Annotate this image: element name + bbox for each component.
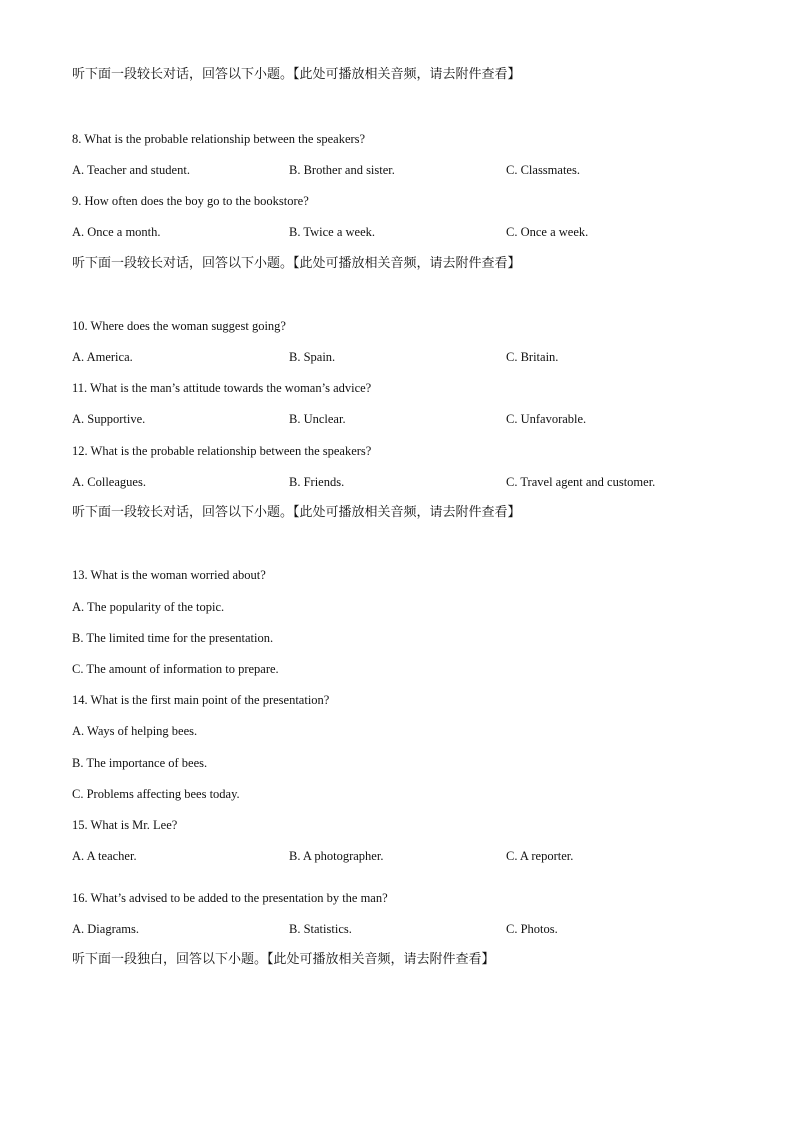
question-14: 14. What is the first main point of the presentation? bbox=[72, 693, 330, 707]
q12-option-c: C. Travel agent and customer. bbox=[506, 475, 656, 489]
q16-option-c: C. Photos. bbox=[506, 922, 558, 936]
q9-option-c: C. Once a week. bbox=[506, 225, 589, 239]
question-8: 8. What is the probable relationship between the speakers? bbox=[72, 132, 366, 146]
question-13: 13. What is the woman worried about? bbox=[72, 568, 266, 582]
q11-option-a: A. Supportive. bbox=[72, 412, 146, 426]
q8-option-a: A. Teacher and student. bbox=[72, 163, 190, 177]
question-12: 12. What is the probable relationship between the speakers? bbox=[72, 444, 372, 458]
question-10: 10. Where does the woman suggest going? bbox=[72, 319, 286, 333]
instruction-dialogue: 听下面一段较长对话，回答以下小题。【此处可播放相关音频，请去附件查看】 bbox=[72, 256, 521, 271]
q12-option-b: B. Friends. bbox=[289, 475, 345, 489]
instruction-dialogue: 听下面一段较长对话，回答以下小题。【此处可播放相关音频，请去附件查看】 bbox=[72, 505, 521, 520]
q15-option-a: A. A teacher. bbox=[72, 849, 137, 863]
q16-option-a: A. Diagrams. bbox=[72, 922, 139, 936]
q14-option-c: C. Problems affecting bees today. bbox=[72, 787, 240, 801]
q8-option-b: B. Brother and sister. bbox=[289, 163, 395, 177]
instruction-dialogue: 听下面一段较长对话，回答以下小题。【此处可播放相关音频，请去附件查看】 bbox=[72, 67, 521, 82]
question-9: 9. How often does the boy go to the bookstore? bbox=[72, 194, 309, 208]
q13-option-b: B. The limited time for the presentation. bbox=[72, 631, 274, 645]
q14-option-a: A. Ways of helping bees. bbox=[72, 724, 198, 738]
q8-option-c: C. Classmates. bbox=[506, 163, 580, 177]
q14-option-b: B. The importance of bees. bbox=[72, 756, 208, 770]
q11-option-c: C. Unfavorable. bbox=[506, 412, 587, 426]
q15-option-c: C. A reporter. bbox=[506, 849, 574, 863]
q11-option-b: B. Unclear. bbox=[289, 412, 346, 426]
q9-option-b: B. Twice a week. bbox=[289, 225, 376, 239]
instruction-monologue: 听下面一段独白，回答以下小题。【此处可播放相关音频，请去附件查看】 bbox=[72, 952, 495, 967]
q16-option-b: B. Statistics. bbox=[289, 922, 352, 936]
q9-option-a: A. Once a month. bbox=[72, 225, 161, 239]
q10-option-c: C. Britain. bbox=[506, 350, 559, 364]
q10-option-b: B. Spain. bbox=[289, 350, 336, 364]
question-15: 15. What is Mr. Lee? bbox=[72, 818, 178, 832]
q12-option-a: A. Colleagues. bbox=[72, 475, 146, 489]
question-16: 16. What’s advised to be added to the presentation by the man? bbox=[72, 891, 388, 905]
q15-option-b: B. A photographer. bbox=[289, 849, 384, 863]
q10-option-a: A. America. bbox=[72, 350, 133, 364]
q13-option-a: A. The popularity of the topic. bbox=[72, 600, 225, 614]
q13-option-c: C. The amount of information to prepare. bbox=[72, 662, 279, 676]
question-11: 11. What is the man’s attitude towards the woman’s advice? bbox=[72, 381, 372, 395]
